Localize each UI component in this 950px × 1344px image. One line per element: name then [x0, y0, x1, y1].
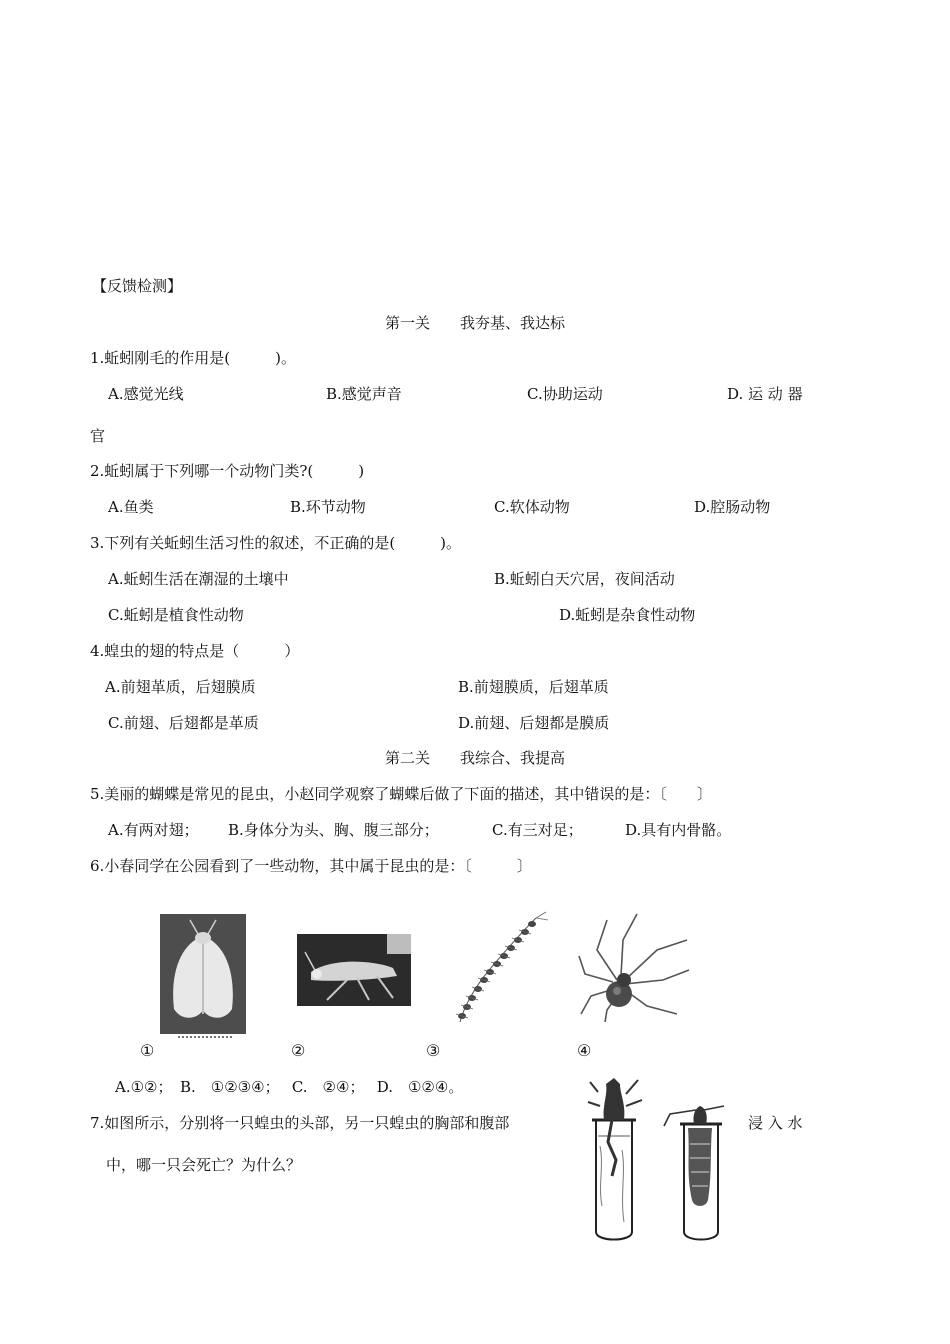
q1-stem: 1.蚯蚓刚毛的作用是( )。	[90, 349, 297, 367]
section-title: 【反馈检测】	[92, 277, 183, 295]
q1-option-b: B.感觉声音	[326, 385, 402, 403]
q5-option-b: B.身体分为头、胸、腹三部分；	[228, 821, 439, 839]
test-tube-locust-body-icon	[660, 1104, 730, 1246]
q4-stem: 4.蝗虫的翅的特点是（ ）	[90, 642, 300, 660]
q7-stem-part-1: 7.如图所示，分别将一只蝗虫的头部，另一只蝗虫的胸部和腹部	[90, 1114, 510, 1132]
q5-option-c: C.有三对足；	[492, 821, 583, 839]
q1-option-d: D. 运 动 器	[727, 385, 803, 403]
q3-option-a: A.蚯蚓生活在潮湿的土壤中	[108, 570, 289, 588]
q1-option-c: C.协助运动	[527, 385, 603, 403]
q2-stem: 2.蚯蚓属于下列哪一个动物门类?( )	[90, 462, 365, 480]
q1-option-d-continued: 官	[90, 427, 106, 445]
q5-option-a: A.有两对翅；	[108, 821, 199, 839]
q5-stem: 5.美丽的蝴蝶是常见的昆虫，小赵同学观察了蝴蝶后做了下面的描述，其中错误的是：〔 〕	[90, 785, 712, 803]
q4-option-a: A.前翅革质，后翅膜质	[105, 678, 256, 696]
figure-label-3: ③	[426, 1041, 441, 1060]
level-2-heading: 第二关 我综合、我提高	[384, 749, 565, 767]
q3-stem: 3.下列有关蚯蚓生活习性的叙述，不正确的是( )。	[90, 534, 462, 552]
q7-stem-part-2: 浸 入 水	[748, 1114, 803, 1132]
moth-photo-icon	[160, 914, 246, 1034]
q5-option-d: D.具有内骨骼。	[625, 821, 732, 839]
q3-option-c: C.蚯蚓是植食性动物	[108, 606, 244, 624]
q2-option-d: D.腔肠动物	[694, 498, 771, 516]
q2-option-c: C.软体动物	[494, 498, 570, 516]
q7-stem-part-3: 中，哪一只会死亡？为什么？	[106, 1156, 302, 1174]
q4-option-d: D.前翅、后翅都是膜质	[458, 714, 610, 732]
centipede-drawing-icon	[436, 910, 550, 1030]
grasshopper-photo-icon	[297, 934, 411, 1006]
q6-options: A.①②； B. ①②③④； C. ②④； D. ①②④。	[115, 1078, 464, 1096]
figure-label-4: ④	[577, 1041, 592, 1060]
spider-drawing-icon	[577, 910, 693, 1022]
q3-option-b: B.蚯蚓白天穴居，夜间活动	[494, 570, 675, 588]
q1-option-a: A.感觉光线	[108, 385, 184, 403]
q3-option-d: D.蚯蚓是杂食性动物	[559, 606, 696, 624]
level-1-heading: 第一关 我夯基、我达标	[384, 314, 565, 332]
q6-stem: 6.小春同学在公园看到了一些动物，其中属于昆虫的是：〔 〕	[90, 857, 532, 875]
figure-label-2: ②	[291, 1041, 306, 1060]
q2-option-a: A.鱼类	[108, 498, 154, 516]
q4-option-b: B.前翅膜质，后翅革质	[458, 678, 609, 696]
test-tube-locust-head-icon	[586, 1076, 646, 1246]
figure-label-1: ①	[140, 1041, 155, 1060]
q2-option-b: B.环节动物	[290, 498, 366, 516]
q4-option-c: C.前翅、后翅都是革质	[108, 714, 259, 732]
